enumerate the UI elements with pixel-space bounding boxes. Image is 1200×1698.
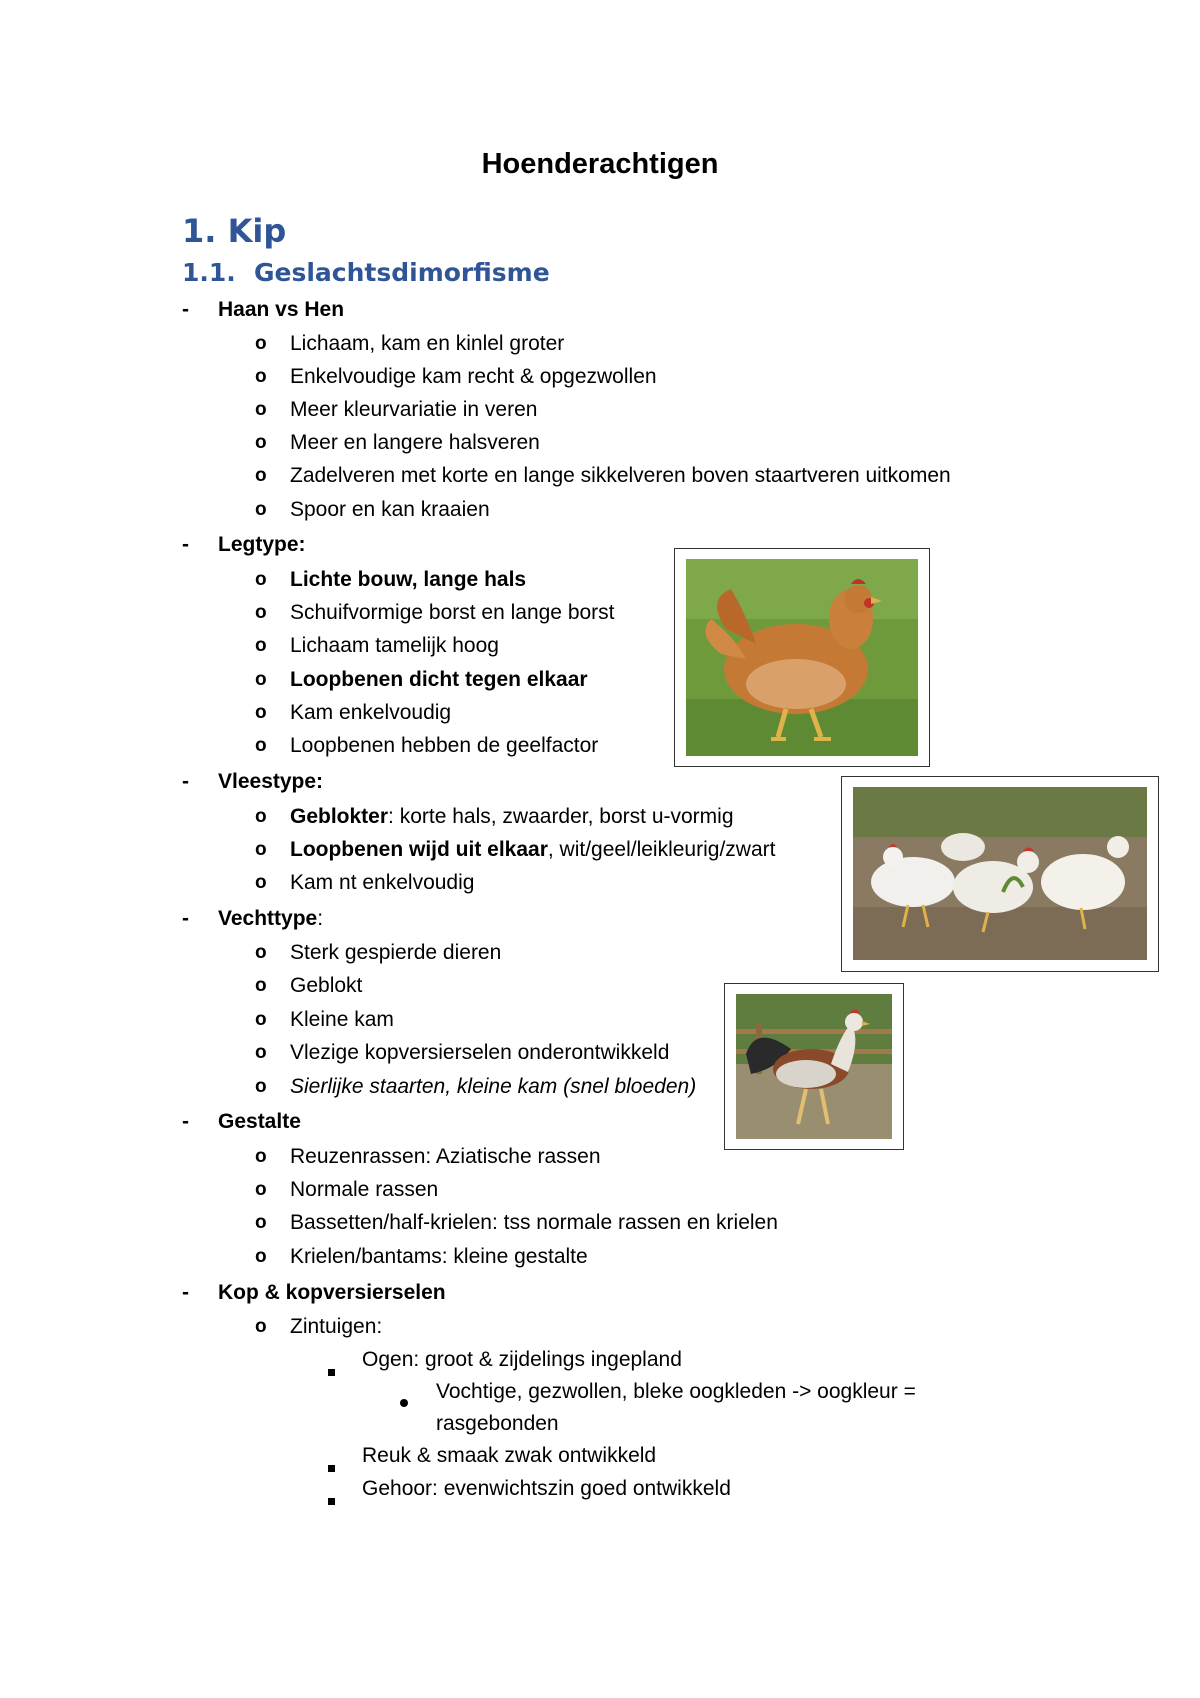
list-item-text: Loopbenen dicht tegen elkaar (290, 668, 588, 691)
circle-bullet: o (255, 399, 267, 420)
circle-bullet: o (255, 1212, 267, 1233)
list-item-text-continued: rasgebonden (436, 1412, 559, 1435)
list-item-text: Enkelvoudige kam recht & opgezwollen (290, 365, 657, 388)
circle-bullet: o (255, 1146, 267, 1167)
circle-bullet: o (255, 635, 267, 656)
list-item-text: Ogen: groot & zijdelings ingepland (362, 1348, 682, 1371)
circle-bullet: o (255, 1316, 267, 1337)
list-item-text: Loopbenen hebben de geelfactor (290, 734, 599, 757)
heading-number: 1. (182, 212, 217, 250)
emphasis: Geblokter (290, 805, 389, 828)
section-label-haan: Haan vs Hen (218, 298, 345, 321)
list-item-text: Sierlijke staarten, kleine kam (snel bloeden) (290, 1075, 697, 1098)
circle-bullet: o (255, 942, 267, 963)
list-item-text: Zadelveren met korte en lange sikkelveren boven staartveren uitkomen (290, 464, 951, 487)
list-item-text: Lichaam, kam en kinlel groter (290, 332, 565, 355)
photo-white-chickens (841, 776, 1159, 972)
list-item-text: Kleine kam (290, 1008, 394, 1031)
list-item-text: Zintuigen: (290, 1315, 383, 1338)
label-suffix: : (317, 907, 324, 930)
square-bullet (328, 1356, 335, 1384)
circle-bullet: o (255, 1246, 267, 1267)
text-rest: , wit/geel/leikleurig/zwart (547, 838, 776, 861)
list-item-text: Reuk & smaak zwak ontwikkeld (362, 1444, 657, 1467)
circle-bullet: o (255, 569, 267, 590)
photo-brown-hen (674, 548, 930, 767)
circle-bullet: o (255, 465, 267, 486)
document-title: Hoenderachtigen (481, 148, 719, 180)
list-item-text: Gehoor: evenwichtszin goed ontwikkeld (362, 1477, 731, 1500)
section-label-vechttype (218, 905, 323, 933)
circle-bullet: o (255, 702, 267, 723)
label-text: Vechttype (218, 907, 318, 930)
list-item-text: Normale rassen (290, 1178, 439, 1201)
list-item-text: Schuifvormige borst en lange borst (290, 601, 615, 624)
section-label-legtype: Legtype: (218, 533, 306, 556)
circle-bullet: o (255, 333, 267, 354)
heading-kip (182, 212, 286, 250)
circle-bullet: o (255, 1009, 267, 1030)
circle-bullet: o (255, 669, 267, 690)
list-item-text: Lichaam tamelijk hoog (290, 634, 499, 657)
list-item-text: Spoor en kan kraaien (290, 498, 490, 521)
list-item-text: Meer kleurvariatie in veren (290, 398, 538, 421)
list-item-text (290, 836, 775, 864)
circle-bullet: o (255, 872, 267, 893)
heading-text: Kip (227, 212, 287, 250)
dash-bullet: - (182, 770, 189, 793)
section-label-gestalte: Gestalte (218, 1110, 301, 1133)
circle-bullet: o (255, 602, 267, 623)
dash-bullet: - (182, 298, 189, 321)
list-item-text: Meer en langere halsveren (290, 431, 540, 454)
heading-text: Geslachtsdimorfisme (254, 258, 550, 287)
dash-bullet: - (182, 907, 189, 930)
list-item-text: Vochtige, gezwollen, bleke oogkleden -> oogkleur = (436, 1380, 916, 1403)
dot-bullet (400, 1387, 408, 1415)
list-item-text: Kam nt enkelvoudig (290, 871, 475, 894)
circle-bullet: o (255, 366, 267, 387)
list-item-text: Kam enkelvoudig (290, 701, 452, 724)
emphasis: Loopbenen wijd uit elkaar (290, 838, 548, 861)
circle-bullet: o (255, 1076, 267, 1097)
circle-bullet: o (255, 432, 267, 453)
circle-bullet: o (255, 975, 267, 996)
list-item-text: Bassetten/half-krielen: tss normale rassen en krielen (290, 1211, 778, 1234)
circle-bullet: o (255, 1042, 267, 1063)
dash-bullet: - (182, 1281, 189, 1304)
text-rest: : korte hals, zwaarder, borst u-vormig (388, 805, 734, 828)
list-item-text: Vlezige kopversierselen onderontwikkeld (290, 1041, 670, 1064)
circle-bullet: o (255, 1179, 267, 1200)
list-item-text: Sterk gespierde dieren (290, 941, 502, 964)
list-item-text: Krielen/bantams: kleine gestalte (290, 1245, 588, 1268)
circle-bullet: o (255, 839, 267, 860)
list-item-text: Lichte bouw, lange hals (290, 568, 527, 591)
heading-number: 1.1. (182, 258, 236, 287)
white-chickens-illustration (853, 787, 1147, 960)
square-bullet (328, 1485, 335, 1513)
dash-bullet: - (182, 1110, 189, 1133)
brown-hen-illustration (686, 559, 918, 756)
list-item-text (290, 803, 734, 831)
circle-bullet: o (255, 806, 267, 827)
section-label-kop: Kop & kopversierselen (218, 1281, 446, 1304)
circle-bullet: o (255, 735, 267, 756)
photo-fighting-rooster (724, 983, 904, 1150)
dash-bullet: - (182, 533, 189, 556)
list-item-text: Reuzenrassen: Aziatische rassen (290, 1145, 601, 1168)
circle-bullet: o (255, 499, 267, 520)
heading-geslachtsdimorfisme (182, 258, 550, 287)
rooster-illustration (736, 994, 892, 1139)
list-item-text: Geblokt (290, 974, 363, 997)
square-bullet (328, 1452, 335, 1480)
section-label-vleestype: Vleestype: (218, 770, 324, 793)
